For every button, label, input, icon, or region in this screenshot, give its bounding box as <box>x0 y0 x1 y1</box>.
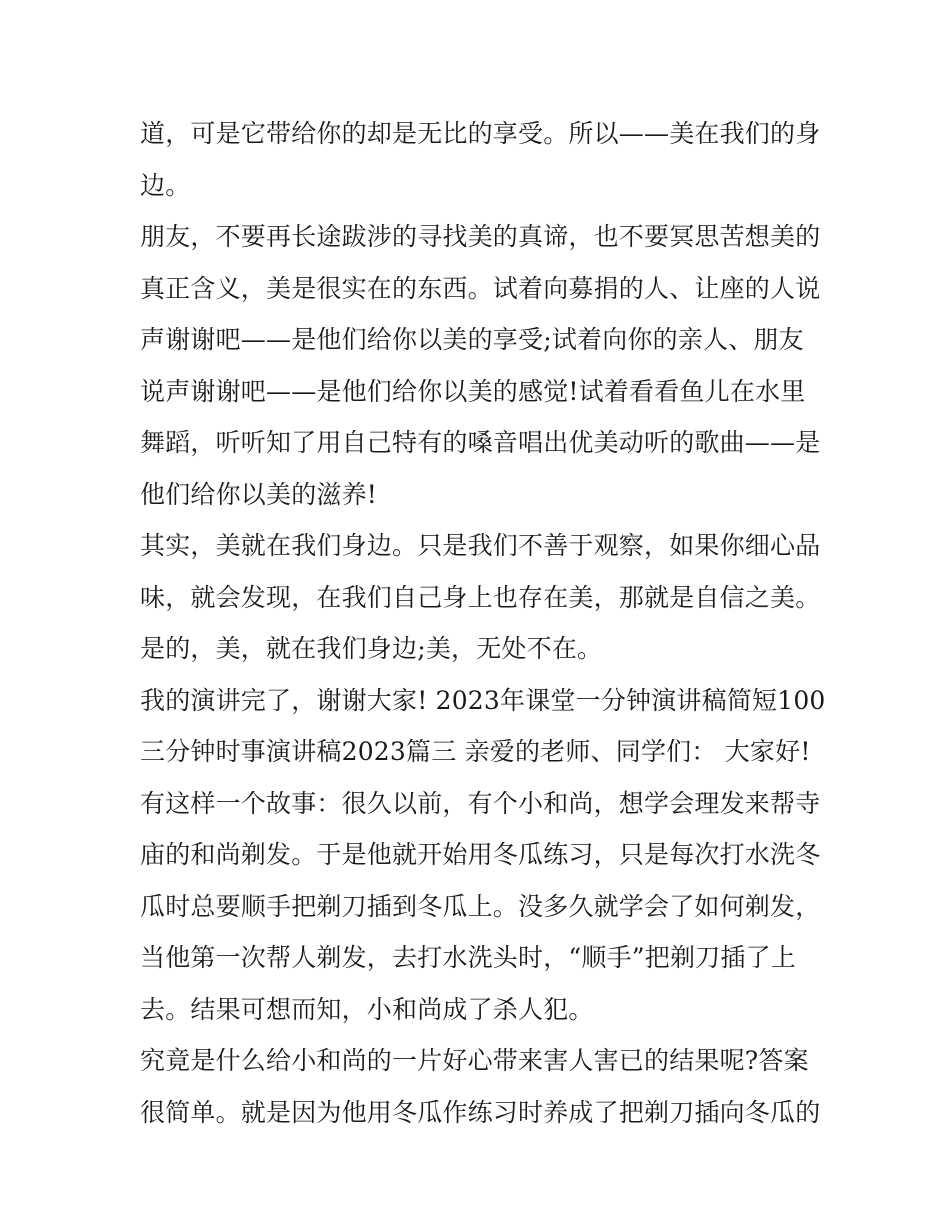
text-line: 庙的和尚剃发。于是他就开始用冬瓜练习，只是每次打水洗冬 <box>140 840 821 869</box>
text-line: 究竟是什么给小和尚的一片好心带来害人害已的结果呢?答案 <box>140 1046 809 1075</box>
text-line: 我的演讲完了，谢谢大家! 2023年课堂一分钟演讲稿简短100 <box>140 685 826 715</box>
text-line: 说声谢谢吧——是他们给你以美的感觉!试着看看鱼儿在水里 <box>140 376 806 406</box>
text-line: 三分钟时事演讲稿2023篇三 亲爱的老师、同学们： 大家好! <box>140 737 811 766</box>
text-line: 有这样一个故事：很久以前，有个小和尚，想学会理发来帮寺 <box>140 788 821 818</box>
text-line: 边。 <box>140 170 191 200</box>
text-line: 很简单。就是因为他用冬瓜作练习时养成了把剃刀插向冬瓜的 <box>140 1097 821 1127</box>
text-line: 道，可是它带给你的却是无比的享受。所以——美在我们的身 <box>140 119 821 148</box>
text-line: 去。结果可想而知，小和尚成了杀人犯。 <box>140 994 594 1024</box>
text-line: 真正含义，美是很实在的东西。试着向募捐的人、让座的人说 <box>140 273 821 303</box>
text-line: 是的，美，就在我们身边;美，无处不在。 <box>140 634 603 663</box>
document-body <box>140 108 826 1138</box>
text-line: 其实，美就在我们身边。只是我们不善于观察，如果你细心品 <box>140 531 821 560</box>
text-line: 当他第一次帮人剃发，去打水洗头时，“顺手”把剃刀插了上 <box>140 943 796 972</box>
text-line: 他们给你以美的滋养! <box>140 479 378 509</box>
text-line: 朋友，不要再长途跋涉的寻找美的真谛，也不要冥思苦想美的 <box>140 222 821 251</box>
text-line: 声谢谢吧——是他们给你以美的享受;试着向你的亲人、朋友 <box>140 325 804 354</box>
text-line: 味，就会发现，在我们自己身上也存在美，那就是自信之美。 <box>140 582 821 612</box>
text-line: 瓜时总要顺手把剃刀插到冬瓜上。没多久就学会了如何剃发， <box>140 891 821 921</box>
text-line: 舞蹈，听听知了用自己特有的嗓音唱出优美动听的歌曲——是 <box>140 428 821 457</box>
